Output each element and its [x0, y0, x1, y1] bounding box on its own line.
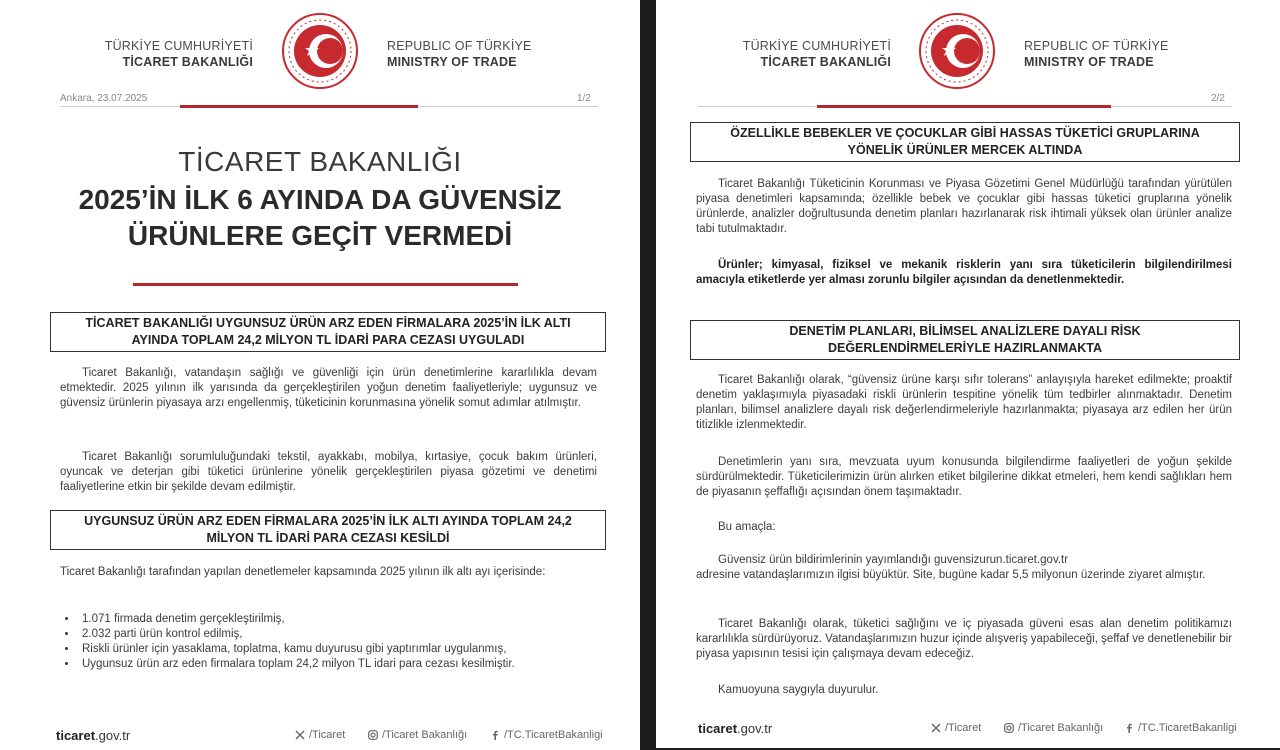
list-item: • Uygunsuz ürün arz eden firmalara toplam 24,2 milyon TL idari para cezası kesilmiştir.	[78, 657, 618, 672]
release-date: Ankara, 23.07.2025	[60, 93, 148, 104]
facebook-icon	[490, 730, 500, 740]
paragraph-1: Ticaret Bakanlığı Tüketicinin Korunması ve Piyasa Gözetimi Genel Müdürlüğü tarafından yürütülen piyasa denetimleri kapsamında; özellikle bebek ve çocuklar gibi hassas tüketici gruplarına yönelik ürünlerde, analizler doğrultusunda denetim planları hazırlanarak risk ihtimali yüksek olan ürünler analize tabi tutulmaktadır.	[696, 178, 1232, 235]
instagram-handle[interactable]	[368, 729, 467, 741]
paragraph-7: Ticaret Bakanlığı olarak, tüketici sağlığını ve iç piyasada güveni esas alan denetim politikamızı kararlılıkla sürdürüyoruz. Vatandaşlarımızın huzur içinde alışveriş yapabileceği, şeffaf ve denetlenebilir bir piyasa yapısının tesisi için çalışmaya devam edeceğiz.	[696, 618, 1232, 660]
facebook-icon	[1124, 723, 1134, 733]
header-en-name	[387, 38, 587, 70]
section-box-2	[690, 320, 1240, 360]
list-item: • 2.032 parti ürün kontrol edilmiş,	[78, 627, 618, 642]
section-box-2-line2: DEĞERLENDİRMELERİYLE HAZIRLANMAKTA	[827, 341, 1103, 355]
paragraph-6-line1: Güvensiz ürün bildirimlerinin yayımlandığı guvensizurun.ticaret.gov.tr	[718, 554, 1069, 566]
instagram-icon	[368, 730, 378, 740]
header-tr-line1: TÜRKİYE CUMHURİYETİ	[742, 39, 891, 53]
section-box-2-line1: DENETİM PLANLARI, BİLİMSEL ANALİZLERE DAYALI RİSK	[789, 324, 1141, 338]
header-en-line1: REPUBLIC OF TÜRKİYE	[387, 39, 532, 53]
instagram-handle[interactable]	[1004, 722, 1103, 734]
header-en-line2: MINISTRY OF TRADE	[387, 55, 517, 69]
section-box-2	[50, 510, 606, 550]
header-accent-rule	[817, 105, 1111, 108]
section-box-2-line2: MİLYON TL İDARİ PARA CEZASI KESİLDİ	[206, 531, 450, 545]
paragraph-3: Ticaret Bakanlığı tarafından yapılan denetlemeler kapsamında 2025 yılının ilk altı ayı içerisinde:	[60, 566, 546, 578]
website-link[interactable]: ticaret.gov.tr	[698, 721, 773, 736]
instagram-handle-text: /Ticaret Bakanlığı	[1018, 722, 1104, 734]
closing-statement: Kamuoyuna saygıyla duyurulur.	[718, 684, 879, 696]
ministry-emblem-logo	[918, 12, 996, 90]
facebook-handle-text: /TC.TicaretBakanligi	[1138, 722, 1237, 734]
section-box-1-line2: AYINDA TOPLAM 24,2 MİLYON TL İDARİ PARA CEZASI UYGULADI	[131, 333, 525, 347]
x-handle[interactable]	[931, 722, 981, 734]
section-box-1	[690, 122, 1240, 162]
facebook-handle[interactable]	[1124, 722, 1237, 734]
website-link[interactable]: ticaret.gov.tr	[56, 728, 131, 743]
facebook-handle-text: /TC.TicaretBakanligi	[504, 729, 603, 741]
instagram-handle-text: /Ticaret Bakanlığı	[382, 729, 468, 741]
list-item: • 1.071 firmada denetim gerçekleştirilmiş,	[78, 612, 618, 627]
press-release-page-2	[656, 0, 1280, 748]
section-box-2-line1: UYGUNSUZ ÜRÜN ARZ EDEN FİRMALARA 2025’İN İLK ALTI AYINDA TOPLAM 24,2	[84, 514, 572, 528]
paragraph-3: Ticaret Bakanlığı olarak, “güvensiz ürüne karşı sıfır tolerans” anlayışıyla hareket edilmekte; proaktif denetim yaklaşımıyla piyasadaki riskli ürünlerin tespitine yönelik tüm tedbirler alınmaktadır. Denetim planları, bilimsel analizlere dayalı risk değerlendirmeleriyle hazırlanmakta; piyasaya arz edilen her ürün titizlikle izlenmektedir.	[696, 374, 1232, 431]
x-icon	[931, 723, 941, 733]
section-box-1-line2: YÖNELİK ÜRÜNLER MERCEK ALTINDA	[847, 143, 1083, 157]
header-tr-name	[698, 38, 891, 70]
title-accent-rule	[133, 283, 518, 286]
paragraph-5: Bu amaçla:	[718, 521, 776, 533]
header-tr-name	[60, 38, 253, 70]
header-en-name	[1024, 38, 1224, 70]
instagram-icon	[1004, 723, 1014, 733]
x-handle-text: /Ticaret	[945, 722, 982, 734]
header-en-line2: MINISTRY OF TRADE	[1024, 55, 1154, 69]
header-accent-rule	[180, 105, 418, 108]
paragraph-2: Ürünler; kimyasal, fiziksel ve mekanik risklerin yanı sıra tüketicilerin bilgilendirilmesi amacıyla etiketlerde yer alması zorunlu bilgiler açısından da denetlenmektedir.	[696, 259, 1232, 286]
title-headline-line1: 2025’İN İLK 6 AYINDA DA GÜVENSİZ	[78, 184, 562, 215]
header-tr-line2: TİCARET BAKANLIĞI	[122, 55, 253, 69]
title-headline-line2: ÜRÜNLERE GEÇİT VERMEDİ	[127, 220, 513, 251]
list-item: • Riskli ürünler için yasaklama, toplatma, kamu duyurusu gibi yaptırımlar uygulanmış,	[78, 642, 618, 657]
x-handle-text: /Ticaret	[309, 729, 346, 741]
section-box-1-line1: TİCARET BAKANLIĞI UYGUNSUZ ÜRÜN ARZ EDEN FİRMALARA 2025’İN İLK ALTI	[85, 316, 571, 330]
paragraph-4: Denetimlerin yanı sıra, mevzuata uyum konusunda bilgilendirme faaliyetleri de yoğun şekilde sürdürülmektedir. Tüketicilerimizin ürün alırken etiket bilgilerine dikkat etmeleri, hem kendi sağlıkları hem de piyasanın şeffaflığı açısından önem taşımaktadır.	[696, 456, 1232, 498]
header-tr-line1: TÜRKİYE CUMHURİYETİ	[104, 39, 253, 53]
header-en-line1: REPUBLIC OF TÜRKİYE	[1024, 39, 1169, 53]
x-handle[interactable]	[295, 729, 345, 741]
section-box-1-line1: ÖZELLİKLE BEBEKLER VE ÇOCUKLAR GİBİ HASSAS TÜKETİCİ GRUPLARINA	[730, 126, 1200, 140]
facebook-handle[interactable]	[490, 729, 603, 741]
header-tr-line2: TİCARET BAKANLIĞI	[760, 55, 891, 69]
page-number: 2/2	[1211, 93, 1225, 104]
paragraph-2: Ticaret Bakanlığı sorumluluğundaki tekstil, ayakkabı, mobilya, kırtasiye, çocuk bakım ürünleri, oyuncak ve deterjan gibi tüketici ürünlerine yönelik gerçekleştirilen piyasa gözetimi ve denetimi faaliyetlerine etkin bir şekilde devam edilmiştir.	[60, 451, 597, 493]
statistics-list	[58, 612, 618, 672]
x-icon	[295, 730, 305, 740]
paragraph-1: Ticaret Bakanlığı, vatandaşın sağlığı ve güvenliği için ürün denetimlerine kararlılıkla devam etmektedir. 2025 yılının ilk yarısında da gerçekleştirilen yoğun denetim faaliyetleriyle; uygunsuz ve güvensiz ürünlerin piyasaya arzı engellenmiş, tüketicinin korunmasına yönelik somut adımlar atılmıştır.	[60, 367, 597, 409]
section-box-1	[50, 312, 606, 352]
title-ministry: TİCARET BAKANLIĞI	[178, 146, 462, 177]
ministry-emblem-logo	[281, 12, 359, 90]
paragraph-6-line2: adresine vatandaşlarımızın ilgisi büyüktür. Site, bugüne kadar 5,5 milyonun üzerinde ziyaret almıştır.	[696, 569, 1206, 581]
page-number: 1/2	[577, 93, 591, 104]
